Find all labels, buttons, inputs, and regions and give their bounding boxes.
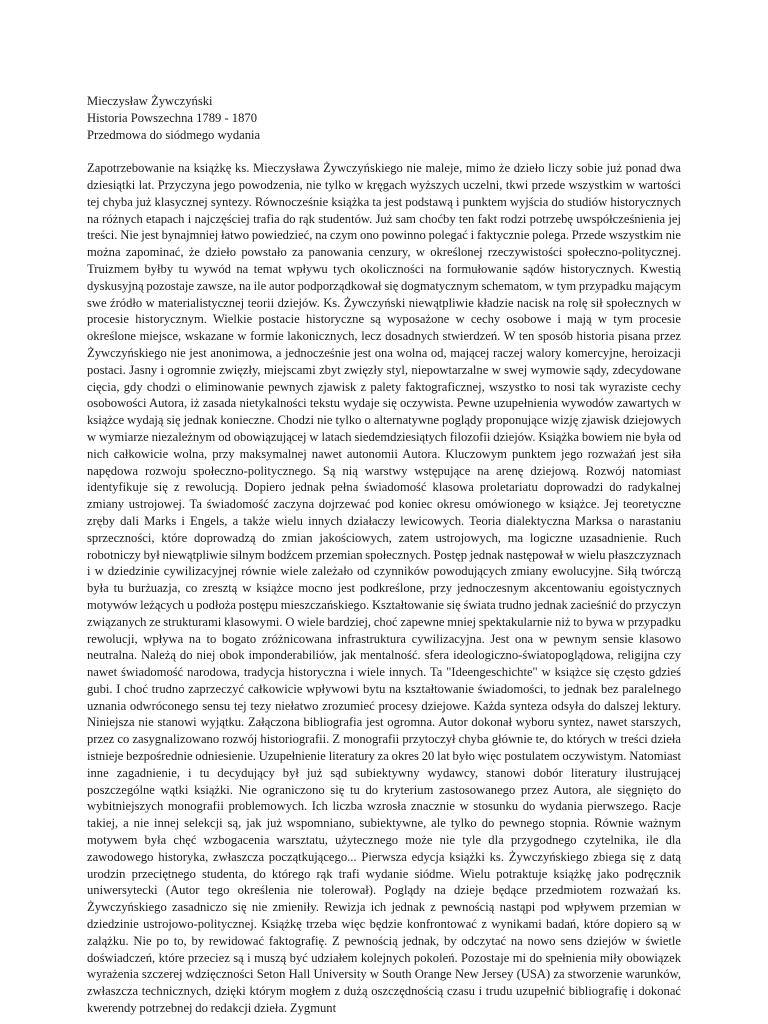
document-subtitle: Przedmowa do siódmego wydania (87, 127, 261, 142)
document-title: Historia Powszechna 1789 - 1870 (87, 110, 257, 125)
document-author: Mieczysław Żywczyński (87, 94, 213, 108)
document-page (87, 93, 681, 1017)
document-body: Zapotrzebowanie na książkę ks. Mieczysława Żywczyńskiego nie maleje, mimo że dzieło liczy sobie już ponad dwa dziesiątki lat. Przyczyna jego powodzenia, nie tylko w kręgach wyższych uczelni, tkwi przede wszystkim w wartości tej chyba już klasycznej syntezy. Równocześnie książka ta jest podstawą i punktem wyjścia do studiów historycznych na różnych etapach i najczęściej trafia do rąk studentów. Już sam choćby ten fakt rodzi potrzebę uwspółcześnienia jej treści. Nie jest bynajmniej łatwo powiedzieć, na czym ono powinno polegać i faktycznie polega. Przede wszystkim nie można zapominać, że dzieło powstało za panowania cenzury, w określonej rzeczywistości społeczno-politycznej. Truizmem byłby tu wywód na temat wpływu tych okoliczności na formułowanie sądów historycznych. Kwestią dyskusyjną pozostaje zawsze, na ile autor podporządkował się dogmatycznym schematom, w tym przypadku mającym swe źródło w materialistycznej teorii dziejów. Ks. Żywczyński niewątpliwie kładzie nacisk na rolę sił społecznych w procesie historycznym. Wielkie postacie historyczne są wyposażone w cechy osobowe i mają w tym procesie określone miejsce, wskazane w formie lakonicznych, lecz dosadnych stwierdzeń. W ten sposób historia pisana przez Żywczyńskiego nie jest anonimowa, a jednocześnie jest ona wolna od, mającej raczej walory komercyjne, heroizacji postaci. Jasny i ogromnie zwięzły, miejscami zbyt zwięzły styl, niepowtarzalne w swej wymowie sądy, zdecydowane cięcia, gdy chodzi o eliminowanie pewnych zjawisk z palety faktograficznej, wszystko to nosi tak wyraziste cechy osobowości Autora, iż zasada nietykalności tekstu wydaje się oczywista. Pewne uzupełnienia wywodów zawartych w książce wydają się jednak konieczne. Chodzi nie tylko o alternatywne poglądy proponujące wizję zjawisk dziejowych w wymiarze niezależnym od obowiązującej w latach siedemdziesiątych filozofii dziejów. Książka bowiem nie była od nich całkowicie wolna, przy maksymalnej nawet autonomii Autora. Kluczowym punktem jego rozważań jest siła napędowa rozwoju społeczno-politycznego. Są nią warstwy wstępujące na arenę dziejową. Rozwój natomiast identyfikuje się z rewolucją. Dopiero jednak pełna świadomość klasowa proletariatu doprowadzi do radykalnej zmiany ustrojowej. Ta świadomość zaczyna dojrzewać pod koniec okresu omówionego w książce. Jej teoretyczne zręby dali Marks i Engels, a także wielu innych działaczy lewicowych. Teoria dialektyczna Marksa o narastaniu sprzeczności, które doprowadzą do zmian jakościowych, zatem ustrojowych, ma logiczne uzasadnienie. Ruch robotniczy był niewątpliwie silnym bodźcem przemian społecznych. Postęp jednak następował w wielu płaszczyznach i w dziedzinie cywilizacyjnej równie wiele zależało od czynników powodujących zmiany ewolucyjne. Siłą twórczą była tu burżuazja, co zresztą w książce mocno jest podkreślone, przy jednoczesnym akcentowaniu egoistycznych motywów leżących u podłoża postępu mieszczańskiego. Kształtowanie się świata trudno jednak zacieśnić do przyczyn związanych ze strukturami klasowymi. O wiele bardziej, choć zapewne mniej spektakularnie niż to bywa w przypadku rewolucji, wpływa na to bogato zróżnicowana infrastruktura cywilizacyjna. Jest ona w pewnym sensie klasowo neutralna. Należą do niej obok imponderabiliów, jak mentalność. sfera ideologiczno-światopoglądowa, religijna czy nawet świadomość narodowa, tradycja historyczna i wiele innych. Ta "Ideengeschichte" w książce się często gdzieś gubi. I choć trudno zaprzeczyć całkowicie wpływowi bytu na kształtowanie świadomości, to jednak bez paralelnego uznania odwróconego sensu tej tezy niełatwo zrozumieć procesy dziejowe. Każda synteza odsyła do dalszej lektury. Niniejsza nie stanowi wyjątku. Załączona bibliografia jest ogromna. Autor dokonał wyboru syntez, nawet starszych, przez co zasygnalizowano rozwój historiografii. Z monografii przytoczył chyba głównie te, do których w treści dzieła istnieje bezpośrednie odniesienie. Uzupełnienie literatury za okres 20 lat było więc postulatem oczywistym. Natomiast inne zagadnienie, i tu decydujący był już sąd subiektywny wydawcy, stanowi dobór literatury ilustrującej poszczególne wątki książki. Nie ograniczono się tu do kryterium zastosowanego przez Autora, ale sięgnięto do wybitniejszych monografii problemowych. Ich liczba wzrosła znacznie w stosunku do wydania pierwszego. Racje takiej, a nie innej selekcji są, jak już wspomniano, subiektywne, ale tylko do pewnego stopnia. Równie ważnym motywem była chęć wzbogacenia warsztatu, użytecznego może nie tyle dla przygodnego czytelnika, ile dla zawodowego historyka, zwłaszcza początkującego... Pierwsza edycja książki ks. Żywczyńskiego zbiega się z datą urodzin przeciętnego studenta, do którego rąk trafi wydanie siódme. Wielu potraktuje książkę jako podręcznik uniwersytecki (Autor tego określenia nie tolerował). Poglądy na dzieje będące przedmiotem rozważań ks. Żywczyńskiego zasadniczo się nie zmieniły. Rewizja ich jednak z pewnością nastąpi pod wpływem przemian w dziedzinie ustrojowo-politycznej. Książkę trzeba więc będzie konfrontować z wynikami badań, które dopiero są w zalążku. Nie po to, by rewidować faktografię. Z pewnością jednak, by odczytać na nowo sens dziejów w świetle doświadczeń, które przeciez są i muszą być udziałem kolejnych pokoleń. Pozostaje mi do spełnienia miły obowiązek wyrażenia szczerej wdzięczności Seton Hall University w South Orange New Jersey (USA) za stworzenie warunków, zwłaszcza technicznych, dzięki którym mogłem z dużą oszczędnością czasu i trudu uzupełnić bibliografię i dokonać kwerendy potrzebnej do redakcji dzieła. Zygmunt (87, 161, 681, 1016)
header-spacer (87, 143, 681, 160)
